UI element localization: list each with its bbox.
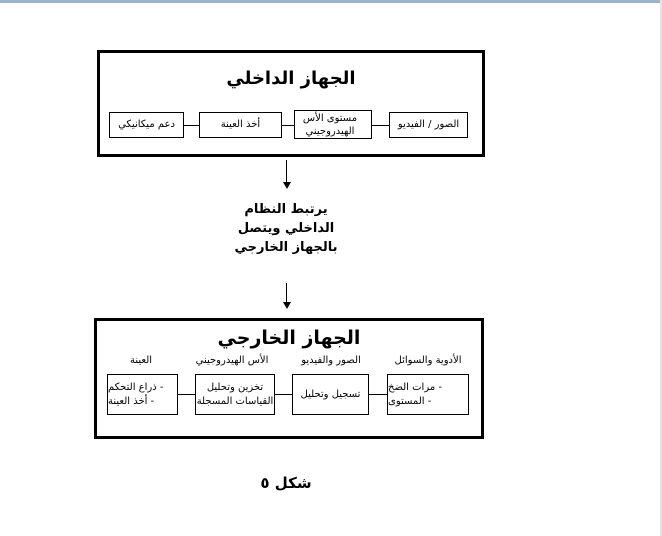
internal-box-ph-level (294, 110, 372, 139)
internal-device-title: الجهاز الداخلي (226, 68, 356, 89)
internal-box-sampling: أخذ العينة (199, 112, 282, 138)
internal-box-ph-line-1: مستوى الأس الهيدروجيني (302, 112, 358, 137)
external-box-drugs-fluids (387, 374, 469, 415)
external-video-line-1: تسجيل وتحليل (300, 388, 361, 400)
internal-connector-3 (184, 125, 199, 126)
external-sample-line-2: - أخذ العينة (108, 395, 155, 407)
window-top-border (0, 0, 662, 3)
external-ph-line-2: القياسات المسجلة (196, 395, 274, 407)
arrow-2-head (283, 302, 291, 309)
external-ph-line-1: تخزين وتحليل (206, 381, 264, 393)
connector-text-line-3: بالجهاز الخارجي (234, 240, 338, 255)
external-device-title: الجهاز الخارجي (217, 327, 361, 349)
internal-box-images-video: الصور / الفيديو (389, 112, 468, 138)
external-label-sample: العينة (129, 355, 153, 366)
external-connector-2 (275, 394, 292, 395)
connector-text (224, 200, 348, 257)
external-label-ph: الأس الهيدروجيني (195, 355, 269, 366)
external-connector-3 (178, 394, 195, 395)
internal-connector-1 (372, 125, 389, 126)
external-connector-1 (369, 394, 387, 395)
internal-connector-2 (282, 125, 294, 126)
arrow-1-head (283, 182, 291, 189)
external-sample-line-1: - ذراع التحكم (108, 381, 164, 393)
figure-caption: شكل ٥ (260, 474, 312, 492)
external-drugs-line-2: - المستوى (388, 395, 432, 407)
external-drugs-line-1: - مرات الضخ (388, 381, 442, 393)
internal-box-mechanical-support: دعم ميكانيكي (109, 112, 184, 138)
internal-device-panel (97, 50, 485, 157)
external-box-sample (107, 374, 178, 415)
external-box-images-video (292, 374, 369, 415)
connector-text-line-1: يرتبط النظام (244, 202, 328, 217)
arrow-1-shaft (286, 160, 287, 182)
external-label-images-video: الصور والفيديو (301, 355, 361, 366)
connector-text-line-2: الداخلي ويتصل (237, 221, 335, 236)
external-label-drugs-fluids: الأدوية والسوائل (394, 355, 462, 366)
arrow-2-shaft (286, 283, 287, 303)
external-box-ph (195, 374, 275, 415)
